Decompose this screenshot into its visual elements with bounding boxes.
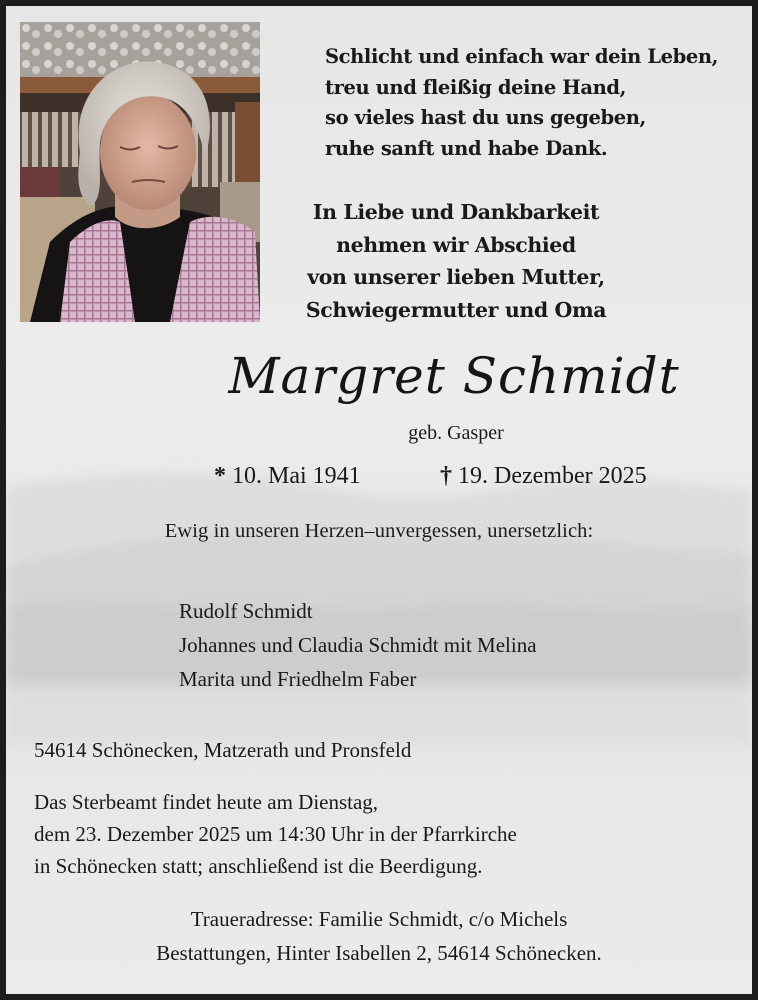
- farewell-line: Schwiegermutter und Oma: [305, 297, 607, 322]
- death-notice-card: [6, 6, 752, 994]
- farewell-line: In Liebe und Dankbarkeit: [312, 200, 600, 224]
- service-line: in Schönecken statt; anschließend ist die Beerdigung.: [34, 854, 483, 878]
- birth-date: [214, 460, 361, 492]
- address-line: Bestattungen, Hinter Isabellen 2, 54614 Schönecken.: [156, 941, 602, 965]
- motto: Ewig in unseren Herzen–unvergessen, unersetzlich:: [164, 520, 594, 542]
- farewell-text: [276, 196, 636, 326]
- death-date-value: 19. Dezember 2025: [458, 463, 647, 489]
- birth-name: geb. Gasper: [408, 422, 504, 444]
- mourner: Rudolf Schmidt: [179, 599, 313, 623]
- mourners-list: [179, 594, 537, 696]
- asterisk-birth-icon: *: [214, 463, 226, 489]
- dagger-death-icon: †: [440, 463, 452, 489]
- farewell-line: nehmen wir Abschied: [336, 232, 576, 257]
- mourning-address: [6, 902, 752, 970]
- service-line: dem 23. Dezember 2025 um 14:30 Uhr in der Pfarrkirche: [34, 822, 517, 846]
- farewell-line: von unserer lieben Mutter,: [307, 265, 605, 289]
- portrait-photo: [20, 22, 260, 322]
- address-line: Traueradresse: Familie Schmidt, c/o Michels: [190, 907, 568, 931]
- death-date: [440, 460, 647, 492]
- poem: [325, 42, 718, 164]
- funeral-service-info: [34, 786, 517, 882]
- place-line: 54614 Schönecken, Matzerath und Pronsfeld: [34, 738, 412, 762]
- poem-line: ruhe sanft und habe Dank.: [325, 136, 608, 160]
- mourner: Johannes und Claudia Schmidt mit Melina: [179, 633, 537, 657]
- poem-line: so vieles hast du uns gegeben,: [325, 106, 646, 129]
- poem-line: Schlicht und einfach war dein Leben,: [325, 45, 719, 68]
- poem-line: treu und fleißig deine Hand,: [325, 75, 626, 99]
- deceased-name: Margret Schmidt: [228, 347, 680, 405]
- birth-date-value: 10. Mai 1941: [232, 463, 361, 489]
- service-line: Das Sterbeamt findet heute am Dienstag,: [34, 790, 379, 814]
- mourner: Marita und Friedhelm Faber: [179, 667, 417, 691]
